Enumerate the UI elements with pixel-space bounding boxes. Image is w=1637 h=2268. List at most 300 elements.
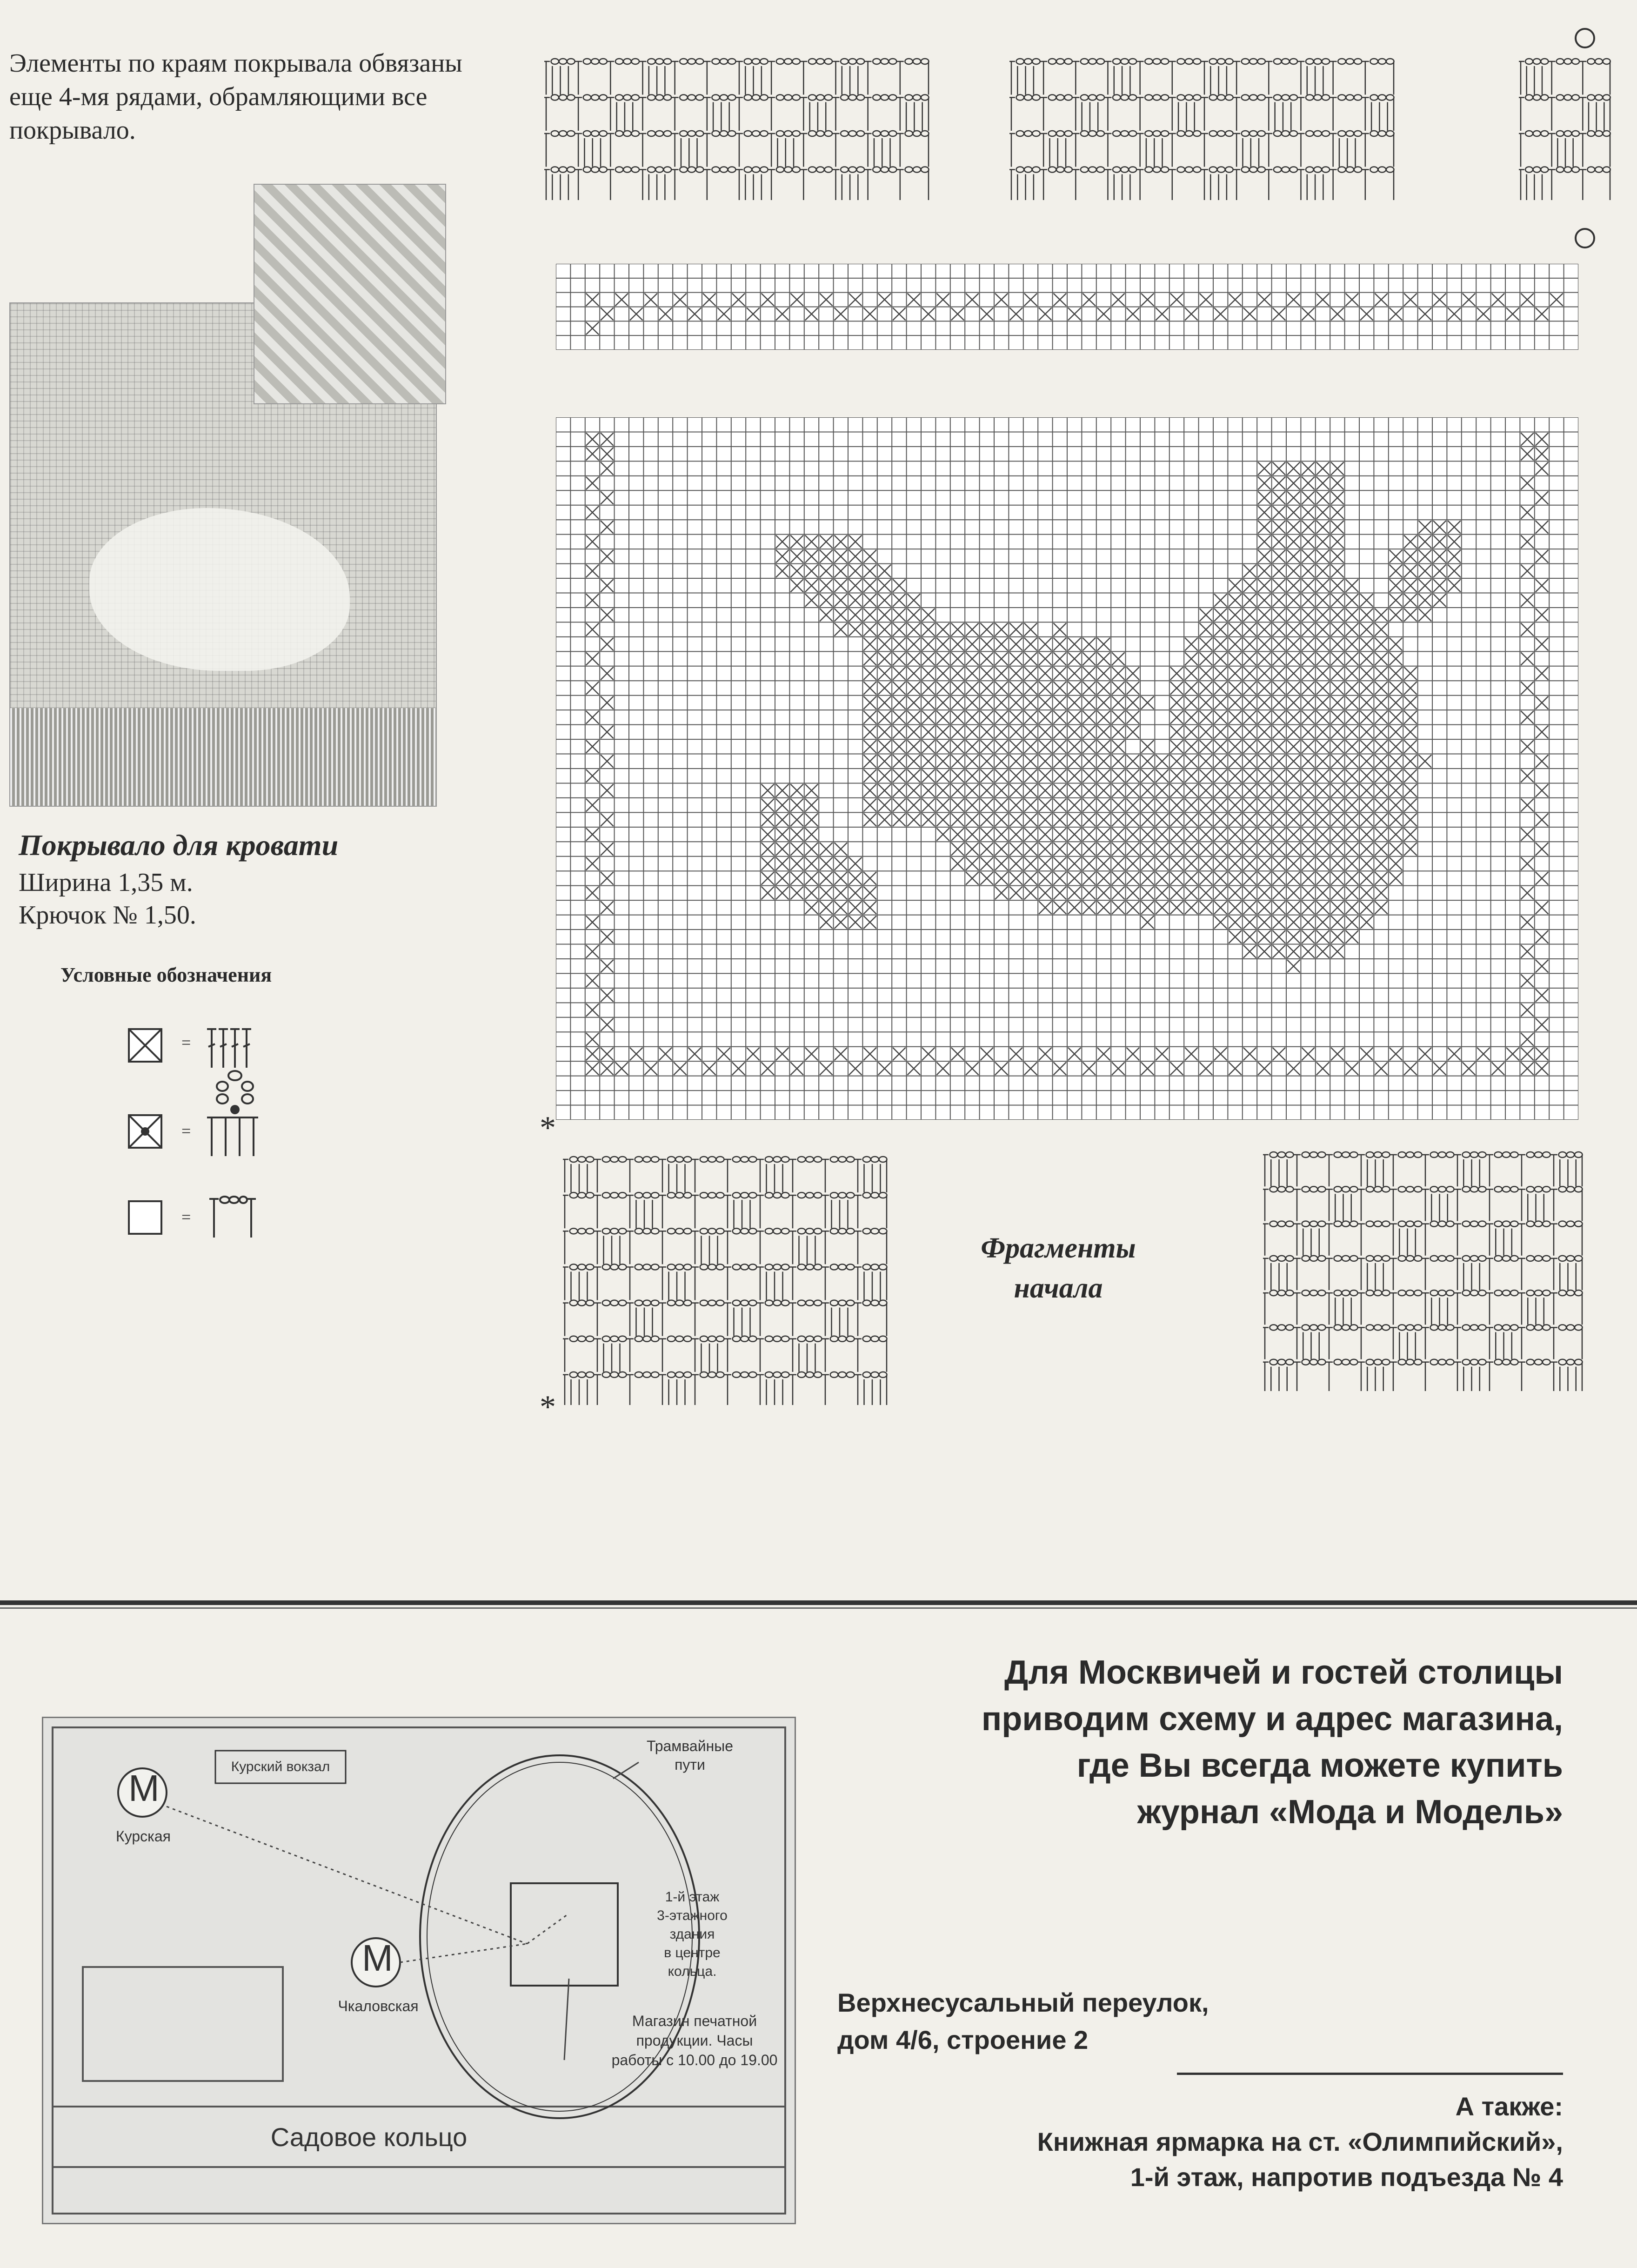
cross-cell bbox=[835, 843, 847, 855]
cross-cell bbox=[805, 1048, 818, 1060]
cross-cell bbox=[1127, 828, 1139, 841]
cross-cell bbox=[1375, 755, 1387, 768]
cross-cell bbox=[1127, 784, 1139, 796]
cross-cell bbox=[805, 784, 818, 796]
cross-cell bbox=[1097, 857, 1110, 870]
cross-cell bbox=[1287, 799, 1300, 811]
cross-cell bbox=[1112, 740, 1124, 753]
legend-equals: = bbox=[181, 1208, 191, 1226]
cross-cell bbox=[1170, 755, 1183, 768]
cross-cell bbox=[1316, 813, 1329, 826]
cross-cell bbox=[1316, 294, 1329, 306]
cross-cell bbox=[995, 799, 1008, 811]
cross-cell bbox=[835, 535, 847, 548]
cross-cell bbox=[981, 696, 993, 709]
cross-cell bbox=[966, 813, 978, 826]
cross-cell bbox=[1433, 1062, 1446, 1075]
cross-cell bbox=[674, 294, 686, 306]
cross-cell bbox=[908, 294, 920, 306]
cross-cell bbox=[1243, 828, 1256, 841]
cross-cell bbox=[1156, 1048, 1168, 1060]
cross-cell bbox=[936, 1062, 949, 1075]
cross-cell bbox=[776, 784, 788, 796]
cross-cell bbox=[1404, 594, 1417, 607]
cross-cell bbox=[936, 828, 949, 841]
cross-cell bbox=[1082, 843, 1095, 855]
cross-cell bbox=[863, 901, 876, 914]
cross-cell bbox=[1082, 652, 1095, 665]
cross-cell bbox=[1229, 623, 1241, 636]
cross-cell bbox=[1200, 726, 1212, 738]
cross-cell bbox=[1346, 813, 1358, 826]
cross-cell bbox=[1229, 872, 1241, 884]
cross-cell bbox=[1521, 1033, 1533, 1045]
cross-cell bbox=[1521, 565, 1533, 577]
cross-cell bbox=[951, 857, 964, 870]
cross-cell bbox=[878, 638, 891, 650]
cross-cell bbox=[1316, 491, 1329, 504]
cross-cell bbox=[1419, 565, 1431, 577]
cross-cell bbox=[1054, 696, 1066, 709]
cross-cell bbox=[688, 308, 701, 321]
cross-cell bbox=[1054, 887, 1066, 899]
cross-cell bbox=[1331, 623, 1343, 636]
cross-cell bbox=[835, 623, 847, 636]
cross-cell bbox=[863, 682, 876, 694]
cross-cell bbox=[1273, 579, 1285, 592]
cross-cell bbox=[1375, 623, 1387, 636]
cross-cell bbox=[1360, 769, 1373, 782]
cross-cell bbox=[1536, 960, 1548, 972]
tram-label bbox=[629, 1737, 750, 1774]
cross-cell bbox=[1287, 638, 1300, 650]
cross-cell bbox=[1258, 887, 1270, 899]
cross-cell bbox=[1390, 843, 1402, 855]
cross-cell bbox=[1097, 769, 1110, 782]
cross-cell bbox=[1229, 769, 1241, 782]
cross-cell bbox=[1082, 901, 1095, 914]
cross-cell bbox=[776, 1048, 788, 1060]
cross-cell bbox=[981, 638, 993, 650]
cross-cell bbox=[981, 769, 993, 782]
cross-cell bbox=[922, 682, 935, 694]
cross-cell bbox=[1360, 609, 1373, 621]
cross-cell bbox=[908, 696, 920, 709]
cross-cell bbox=[951, 667, 964, 680]
cross-cell bbox=[1068, 784, 1081, 796]
cross-cell bbox=[1536, 448, 1548, 460]
lion-motif bbox=[89, 508, 350, 671]
cross-cell bbox=[1097, 696, 1110, 709]
cross-cell bbox=[1127, 726, 1139, 738]
cross-cell bbox=[601, 813, 613, 826]
cross-cell bbox=[1082, 813, 1095, 826]
cross-cell bbox=[1009, 726, 1022, 738]
cross-cell bbox=[1346, 594, 1358, 607]
cross-cell bbox=[1156, 799, 1168, 811]
cross-cell bbox=[790, 843, 803, 855]
cross-cell bbox=[586, 535, 599, 548]
cross-cell bbox=[1360, 308, 1373, 321]
cross-cell bbox=[849, 872, 862, 884]
cross-cell bbox=[1214, 828, 1227, 841]
cross-cell bbox=[1390, 667, 1402, 680]
metro-chkalovskaya-icon: M bbox=[362, 1937, 393, 1979]
cross-cell bbox=[835, 594, 847, 607]
cross-cell bbox=[922, 1048, 935, 1060]
cross-cell bbox=[1170, 784, 1183, 796]
cross-cell bbox=[1185, 638, 1197, 650]
cross-cell bbox=[1127, 308, 1139, 321]
cross-cell bbox=[1273, 843, 1285, 855]
cross-cell bbox=[1097, 828, 1110, 841]
cross-cell bbox=[1243, 857, 1256, 870]
cross-cell bbox=[1433, 579, 1446, 592]
cross-cell bbox=[776, 308, 788, 321]
cross-cell bbox=[586, 322, 599, 335]
cross-cell bbox=[1287, 930, 1300, 943]
cross-cell bbox=[1273, 696, 1285, 709]
cross-cell bbox=[995, 828, 1008, 841]
cross-cell bbox=[1141, 828, 1154, 841]
cross-cell bbox=[893, 667, 905, 680]
cross-cell bbox=[586, 769, 599, 782]
cross-cell bbox=[1200, 696, 1212, 709]
cross-cell bbox=[1346, 294, 1358, 306]
cross-cell bbox=[1521, 974, 1533, 987]
cross-cell bbox=[1127, 799, 1139, 811]
cross-cell bbox=[1273, 609, 1285, 621]
cross-cell bbox=[805, 843, 818, 855]
cross-cell bbox=[1170, 901, 1183, 914]
cross-cell bbox=[981, 813, 993, 826]
cross-cell bbox=[878, 696, 891, 709]
cross-cell bbox=[1112, 682, 1124, 694]
cross-cell bbox=[1170, 740, 1183, 753]
cross-cell bbox=[1302, 740, 1314, 753]
cross-cell bbox=[1054, 769, 1066, 782]
lion-filet-chart bbox=[556, 417, 1578, 1120]
cross-cell bbox=[1390, 711, 1402, 723]
cross-cell bbox=[1360, 594, 1373, 607]
cross-cell bbox=[1273, 491, 1285, 504]
cross-cell bbox=[1185, 769, 1197, 782]
cross-cell bbox=[1521, 594, 1533, 607]
cross-cell bbox=[688, 1048, 701, 1060]
shop-label bbox=[601, 2011, 788, 2070]
cross-cell bbox=[1156, 857, 1168, 870]
cross-cell bbox=[1273, 813, 1285, 826]
cross-cell bbox=[1258, 711, 1270, 723]
cross-cell bbox=[1024, 769, 1037, 782]
cross-cell bbox=[966, 682, 978, 694]
cross-cell bbox=[849, 535, 862, 548]
cross-cell bbox=[1054, 667, 1066, 680]
cross-cell bbox=[1331, 726, 1343, 738]
cross-cell bbox=[717, 1048, 730, 1060]
cross-cell bbox=[1273, 594, 1285, 607]
cross-cell bbox=[1112, 667, 1124, 680]
cross-cell bbox=[1009, 740, 1022, 753]
cross-cell bbox=[762, 294, 774, 306]
cross-cell bbox=[1390, 799, 1402, 811]
cross-cell bbox=[1141, 769, 1154, 782]
cross-cell bbox=[1082, 799, 1095, 811]
cross-cell bbox=[1009, 813, 1022, 826]
cross-cell bbox=[863, 308, 876, 321]
cross-cell bbox=[1258, 609, 1270, 621]
cross-cell bbox=[1097, 652, 1110, 665]
cross-cell bbox=[1273, 506, 1285, 519]
cross-cell bbox=[1097, 726, 1110, 738]
cross-cell bbox=[1170, 843, 1183, 855]
cross-cell bbox=[1302, 711, 1314, 723]
cross-cell bbox=[951, 711, 964, 723]
cross-cell bbox=[1346, 579, 1358, 592]
cross-cell bbox=[1185, 696, 1197, 709]
cross-cell bbox=[995, 294, 1008, 306]
cross-cell bbox=[849, 579, 862, 592]
cross-cell bbox=[1243, 638, 1256, 650]
metro-kurskaya-icon: M bbox=[128, 1767, 160, 1809]
cross-cell bbox=[1316, 579, 1329, 592]
cross-cell bbox=[1346, 726, 1358, 738]
cross-cell bbox=[1390, 308, 1402, 321]
cross-cell bbox=[1214, 638, 1227, 650]
cross-cell bbox=[1360, 828, 1373, 841]
cross-cell bbox=[586, 857, 599, 870]
cross-cell bbox=[849, 901, 862, 914]
cross-cell bbox=[1009, 769, 1022, 782]
cross-cell bbox=[1273, 711, 1285, 723]
circle-marker-icon bbox=[1575, 28, 1595, 48]
cross-cell bbox=[1521, 828, 1533, 841]
cross-cell bbox=[1127, 711, 1139, 723]
cross-cell bbox=[586, 448, 599, 460]
fringe bbox=[10, 708, 436, 806]
cross-cell bbox=[1097, 740, 1110, 753]
cross-cell bbox=[1214, 872, 1227, 884]
cross-cell bbox=[1258, 740, 1270, 753]
cross-cell bbox=[1082, 726, 1095, 738]
cross-cell bbox=[1127, 696, 1139, 709]
cross-cell bbox=[1112, 872, 1124, 884]
cross-cell bbox=[951, 652, 964, 665]
cross-cell bbox=[1302, 726, 1314, 738]
cross-cell bbox=[1229, 916, 1241, 929]
cross-cell bbox=[981, 667, 993, 680]
cross-cell bbox=[717, 308, 730, 321]
cross-cell bbox=[1346, 843, 1358, 855]
start-marker: * bbox=[540, 1389, 556, 1425]
cross-cell bbox=[820, 1062, 832, 1075]
cross-cell bbox=[762, 843, 774, 855]
cross-cell bbox=[966, 740, 978, 753]
cross-cell bbox=[790, 579, 803, 592]
cross-cell bbox=[1463, 294, 1475, 306]
cross-cell bbox=[820, 609, 832, 621]
cross-cell bbox=[1390, 594, 1402, 607]
cross-cell bbox=[981, 857, 993, 870]
cross-cell bbox=[1170, 857, 1183, 870]
cross-cell bbox=[1200, 623, 1212, 636]
cross-cell bbox=[1243, 696, 1256, 709]
cross-cell bbox=[1170, 682, 1183, 694]
cross-cell bbox=[1082, 682, 1095, 694]
cross-cell bbox=[1127, 1048, 1139, 1060]
cross-cell bbox=[1346, 652, 1358, 665]
cross-cell bbox=[1112, 726, 1124, 738]
cross-cell bbox=[1200, 872, 1212, 884]
cross-cell bbox=[1287, 623, 1300, 636]
cross-cell bbox=[878, 784, 891, 796]
cross-cell bbox=[1390, 755, 1402, 768]
cross-cell bbox=[820, 294, 832, 306]
cross-cell bbox=[878, 813, 891, 826]
cross-cell bbox=[1112, 799, 1124, 811]
cross-cell bbox=[849, 857, 862, 870]
cross-cell bbox=[863, 726, 876, 738]
cross-cell bbox=[966, 799, 978, 811]
cross-cell bbox=[1039, 813, 1051, 826]
cross-cell bbox=[805, 535, 818, 548]
cross-cell bbox=[1375, 1062, 1387, 1075]
cross-cell bbox=[922, 784, 935, 796]
cross-cell bbox=[1316, 623, 1329, 636]
cross-cell bbox=[586, 1062, 599, 1075]
cross-cell bbox=[1214, 667, 1227, 680]
cross-cell bbox=[1097, 638, 1110, 650]
cross-cell bbox=[1185, 901, 1197, 914]
floor-line: 1-й этаж bbox=[665, 1889, 720, 1905]
cross-cell bbox=[1404, 740, 1417, 753]
cross-cell bbox=[893, 1048, 905, 1060]
cross-cell bbox=[1316, 652, 1329, 665]
cross-cell bbox=[1112, 769, 1124, 782]
cross-cell bbox=[1331, 843, 1343, 855]
cross-cell bbox=[966, 828, 978, 841]
cross-cell bbox=[1054, 726, 1066, 738]
cross-cell bbox=[805, 550, 818, 562]
cross-cell bbox=[1404, 565, 1417, 577]
cross-cell bbox=[981, 828, 993, 841]
cross-cell bbox=[1390, 769, 1402, 782]
cross-cell bbox=[878, 609, 891, 621]
cross-cell bbox=[1200, 799, 1212, 811]
cross-cell bbox=[1229, 638, 1241, 650]
cross-cell bbox=[878, 726, 891, 738]
cross-cell bbox=[1185, 799, 1197, 811]
cross-cell bbox=[1492, 1062, 1504, 1075]
cross-cell bbox=[1039, 755, 1051, 768]
cross-cell bbox=[1360, 711, 1373, 723]
cross-cell bbox=[1024, 843, 1037, 855]
cross-cell bbox=[1229, 857, 1241, 870]
cross-cell bbox=[1375, 667, 1387, 680]
cross-cell bbox=[586, 652, 599, 665]
cross-cell bbox=[1009, 887, 1022, 899]
cross-cell bbox=[1156, 755, 1168, 768]
cross-cell bbox=[1404, 726, 1417, 738]
cross-cell bbox=[1273, 930, 1285, 943]
cross-cell bbox=[790, 872, 803, 884]
cross-cell bbox=[1170, 872, 1183, 884]
cross-cell bbox=[1273, 535, 1285, 548]
cross-cell bbox=[790, 887, 803, 899]
cross-cell bbox=[820, 579, 832, 592]
cross-cell bbox=[790, 813, 803, 826]
cross-cell bbox=[1360, 696, 1373, 709]
cross-cell bbox=[1346, 828, 1358, 841]
cross-cell-icon bbox=[128, 1028, 162, 1063]
cross-cell bbox=[1506, 308, 1519, 321]
cross-cell bbox=[1390, 784, 1402, 796]
cross-cell bbox=[805, 308, 818, 321]
cross-cell bbox=[1200, 784, 1212, 796]
cross-cell bbox=[1082, 887, 1095, 899]
cross-cell bbox=[1536, 462, 1548, 475]
cross-cell bbox=[1009, 857, 1022, 870]
cross-cell bbox=[1229, 579, 1241, 592]
cross-cell bbox=[762, 784, 774, 796]
cross-cell bbox=[1287, 477, 1300, 489]
cross-cell bbox=[1214, 594, 1227, 607]
cross-cell bbox=[776, 828, 788, 841]
cross-cell bbox=[951, 769, 964, 782]
cross-cell bbox=[1258, 462, 1270, 475]
popcorn-stitch-symbol-icon bbox=[205, 1065, 261, 1158]
cross-cell bbox=[1258, 828, 1270, 841]
cross-cell bbox=[1419, 755, 1431, 768]
cross-cell bbox=[908, 813, 920, 826]
cross-cell bbox=[966, 755, 978, 768]
cross-cell bbox=[1287, 550, 1300, 562]
cross-cell bbox=[835, 550, 847, 562]
cross-cell bbox=[981, 652, 993, 665]
cross-cell bbox=[1127, 769, 1139, 782]
cross-cell bbox=[1331, 609, 1343, 621]
cross-cell bbox=[1024, 813, 1037, 826]
cross-cell bbox=[1331, 521, 1343, 533]
cross-cell bbox=[1229, 652, 1241, 665]
cross-cell bbox=[1287, 843, 1300, 855]
floor-line: 3-этажного bbox=[657, 1908, 728, 1923]
cross-cell bbox=[1039, 638, 1051, 650]
cross-cell bbox=[1536, 1048, 1548, 1060]
cross-cell bbox=[1185, 667, 1197, 680]
legend-equals: = bbox=[181, 1122, 191, 1140]
cross-cell bbox=[1302, 462, 1314, 475]
cross-cell bbox=[995, 1062, 1008, 1075]
cross-cell bbox=[1404, 784, 1417, 796]
cross-cell bbox=[1243, 308, 1256, 321]
cross-cell bbox=[1331, 477, 1343, 489]
cross-cell bbox=[1214, 857, 1227, 870]
cross-cell bbox=[1112, 696, 1124, 709]
cross-cell bbox=[1200, 1062, 1212, 1075]
cross-cell bbox=[1521, 740, 1533, 753]
cross-cell bbox=[922, 667, 935, 680]
cross-cell bbox=[1068, 857, 1081, 870]
cross-cell bbox=[1156, 901, 1168, 914]
empty-cell-icon bbox=[128, 1200, 162, 1235]
cross-cell bbox=[1375, 769, 1387, 782]
cross-cell bbox=[586, 740, 599, 753]
ad-line: приводим схему и адрес магазина, bbox=[981, 1700, 1563, 1738]
cross-cell bbox=[1214, 784, 1227, 796]
cross-cell bbox=[922, 726, 935, 738]
cross-cell bbox=[1082, 711, 1095, 723]
